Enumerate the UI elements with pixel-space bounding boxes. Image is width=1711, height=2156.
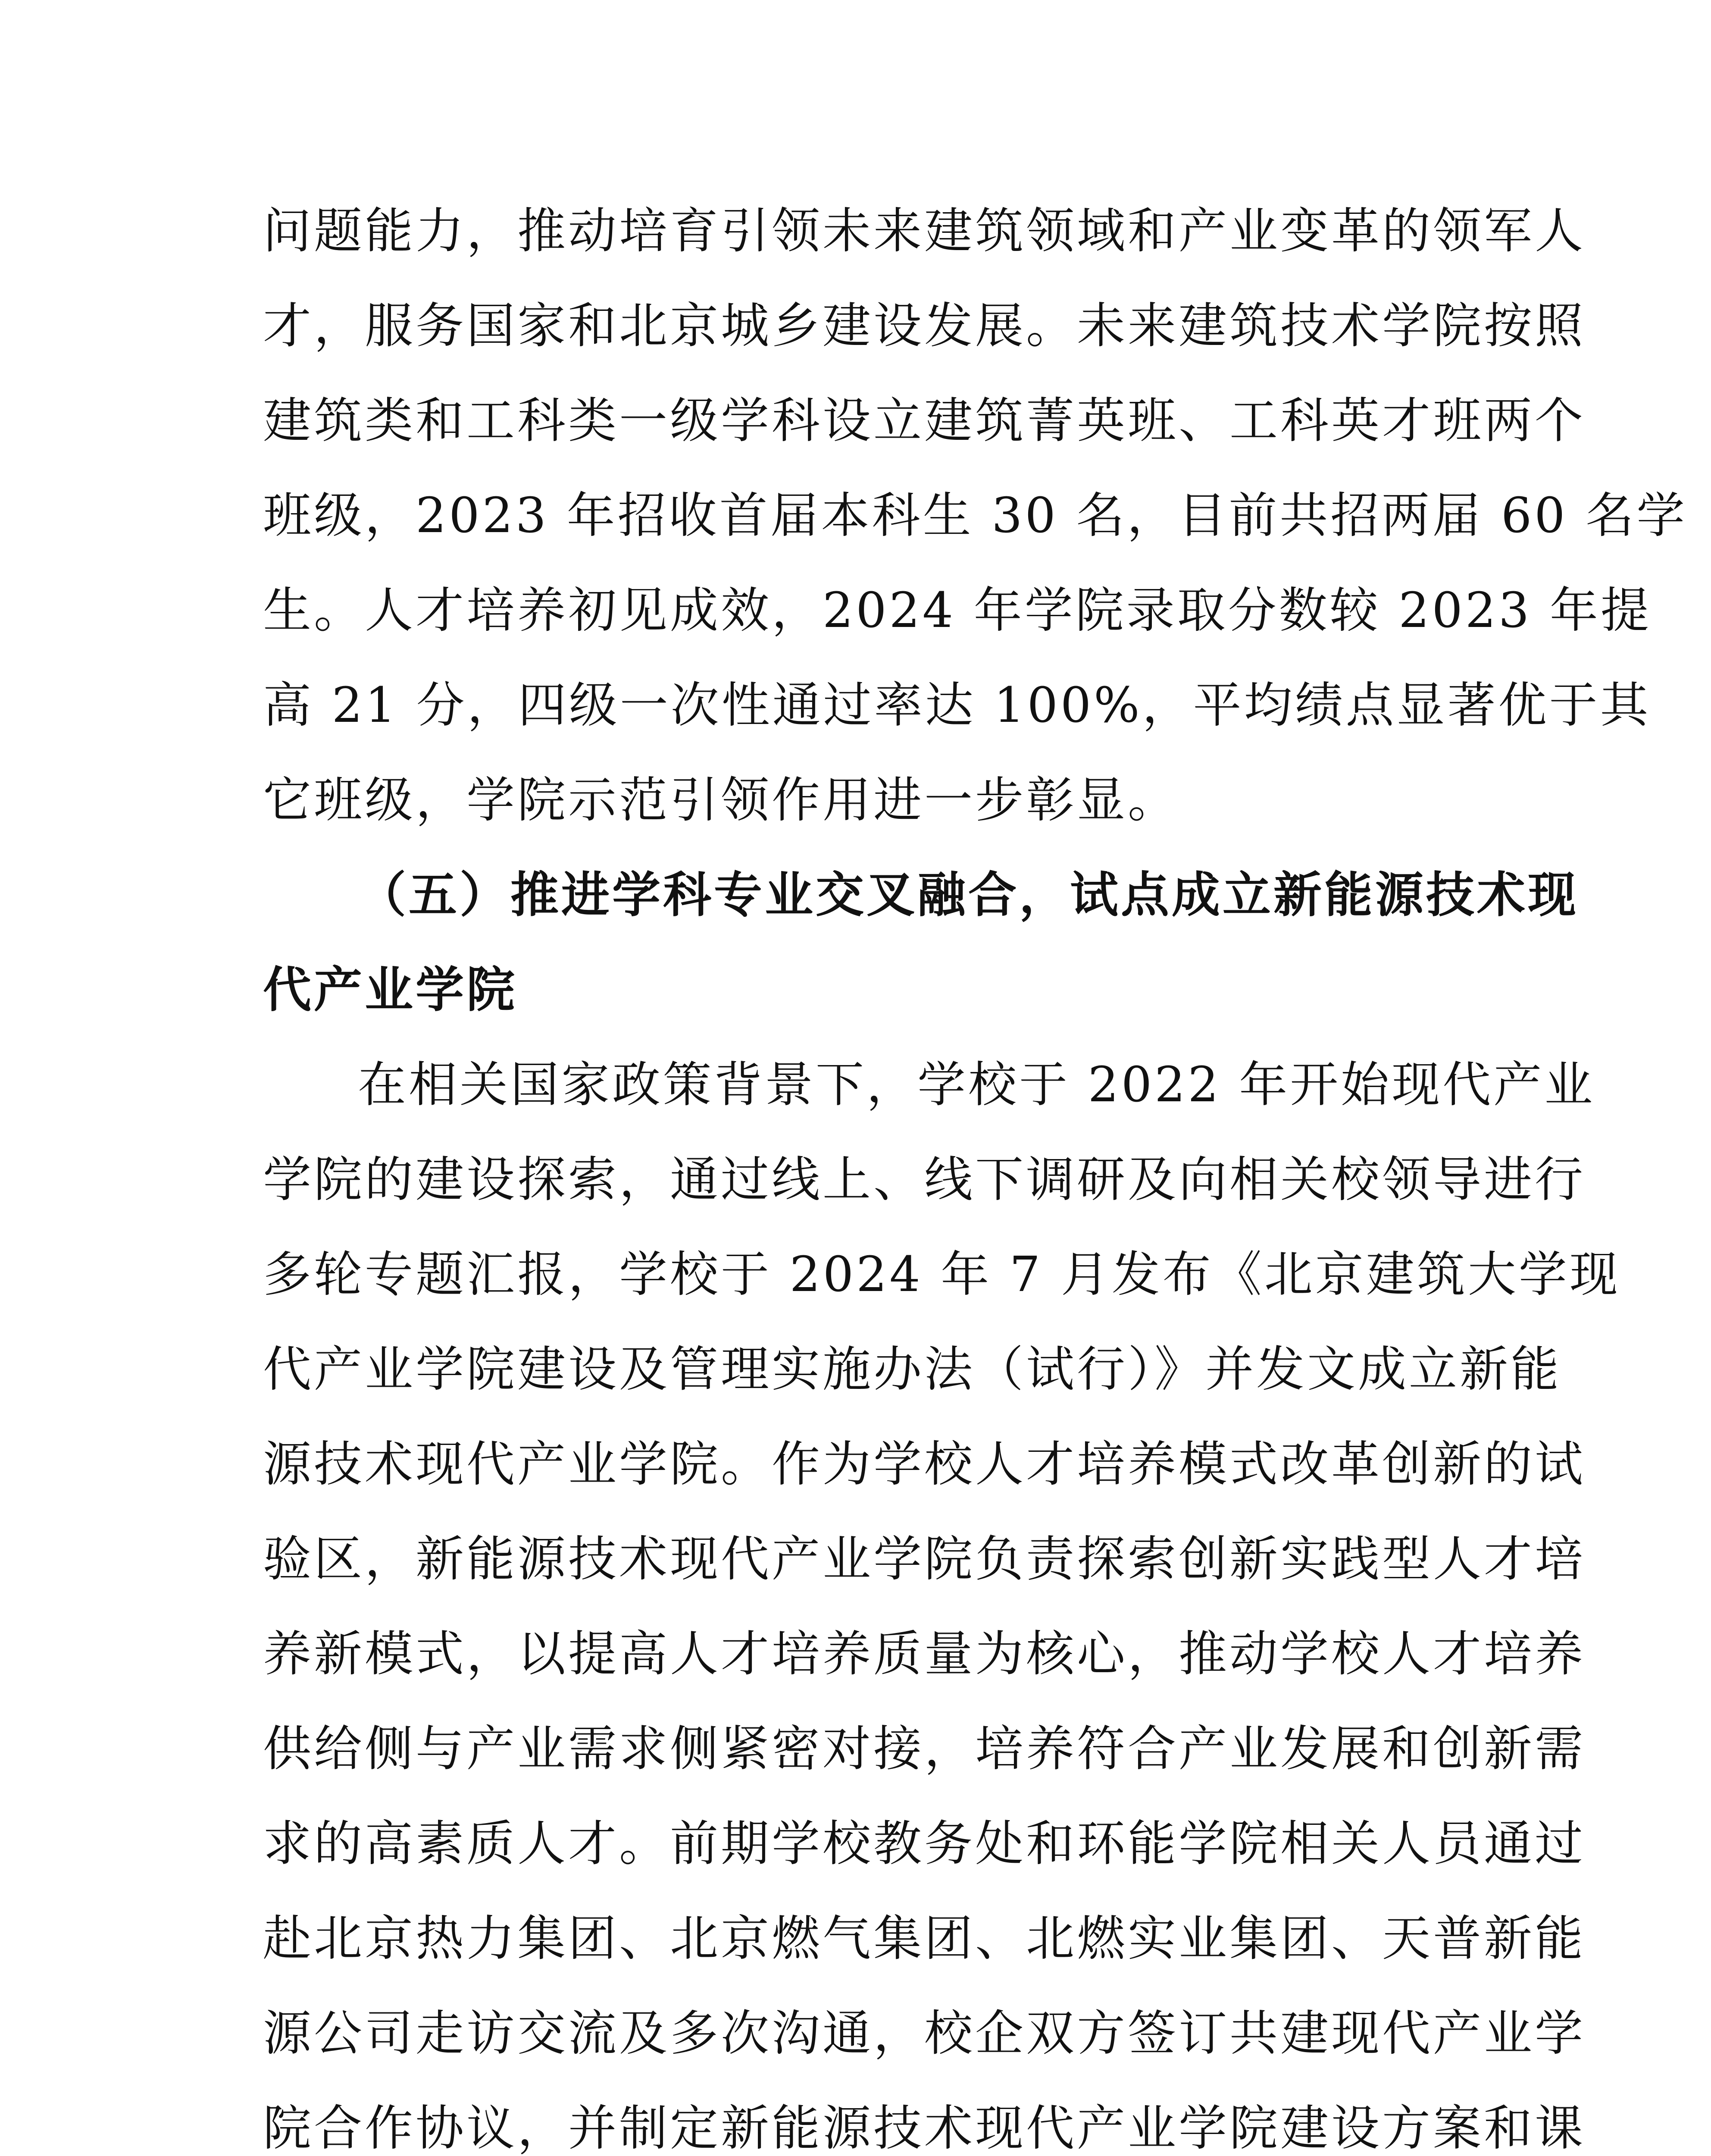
body-line: 才，服务国家和北京城乡建设发展。未来建筑技术学院按照 <box>263 298 1586 354</box>
section-heading-continuation: 代产业学院 <box>263 962 517 1018</box>
body-line: 问题能力，推动培育引领未来建筑领域和产业变革的领军人 <box>263 203 1586 259</box>
body-line: 求的高素质人才。前期学校教务处和环能学院相关人员通过 <box>263 1816 1586 1872</box>
body-line: 供给侧与产业需求侧紧密对接，培养符合产业发展和创新需 <box>263 1721 1586 1777</box>
body-line: 班级，2023 年招收首届本科生 30 名，目前共招两届 60 名学 <box>263 488 1688 544</box>
body-line: 它班级，学院示范引领作用进一步彰显。 <box>263 772 1179 828</box>
body-line: 赴北京热力集团、北京燃气集团、北燃实业集团、天普新能 <box>263 1911 1586 1967</box>
body-line: 代产业学院建设及管理实施办法（试行）》并发文成立新能 <box>263 1341 1561 1398</box>
body-line: 学院的建设探索，通过线上、线下调研及向相关校领导进行 <box>263 1152 1586 1208</box>
body-line: 验区，新能源技术现代产业学院负责探索创新实践型人才培 <box>263 1531 1586 1587</box>
body-line: 源技术现代产业学院。作为学校人才培养模式改革创新的试 <box>263 1436 1586 1492</box>
body-line: 高 21 分，四级一次性通过率达 100%，平均绩点显著优于其 <box>263 677 1651 733</box>
body-line: 建筑类和工科类一级学科设立建筑菁英班、工科英才班两个 <box>263 393 1586 449</box>
body-line: 生。人才培养初见成效，2024 年学院录取分数较 2023 年提 <box>263 583 1652 639</box>
body-line: 源公司走访交流及多次沟通，校企双方签订共建现代产业学 <box>263 2006 1586 2062</box>
body-line: 院合作协议，并制定新能源技术现代产业学院建设方案和课 <box>263 2100 1586 2156</box>
paragraph-first-line: 在相关国家政策背景下，学校于 2022 年开始现代产业 <box>358 1057 1595 1113</box>
section-heading: （五）推进学科专业交叉融合，试点成立新能源技术现 <box>358 867 1579 923</box>
body-line: 多轮专题汇报，学校于 2024 年 7 月发布《北京建筑大学现 <box>263 1247 1620 1303</box>
body-line: 养新模式，以提高人才培养质量为核心，推动学校人才培养 <box>263 1626 1586 1682</box>
